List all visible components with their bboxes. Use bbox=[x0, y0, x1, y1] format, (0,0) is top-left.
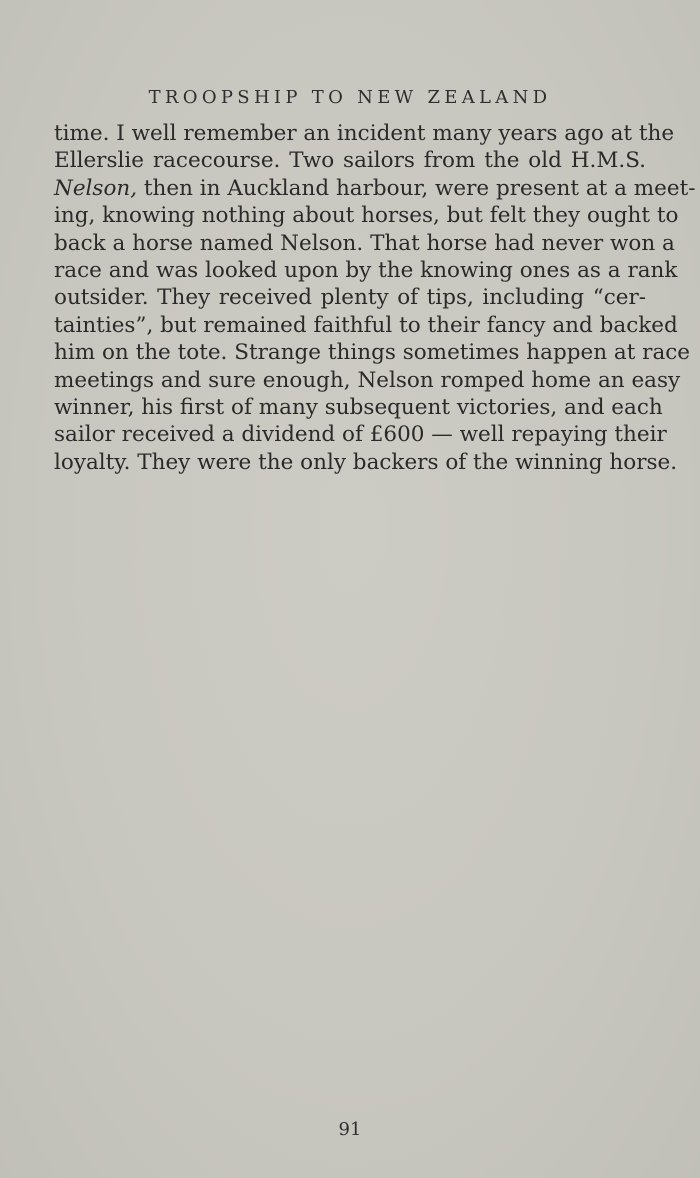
text-line: Ellerslie racecourse. Two sailors from the old H.M.S. bbox=[54, 148, 646, 174]
running-head: TROOPSHIP TO NEW ZEALAND bbox=[148, 87, 552, 108]
text-line-last: loyalty. They were the only backers of the winning horse. bbox=[54, 449, 678, 475]
text-line: sailor received a dividend of £600 — well repaying their bbox=[54, 422, 667, 448]
text-line: him on the tote. Strange things sometimes happen at race bbox=[54, 340, 691, 366]
text-line: ing, knowing nothing about horses, but felt they ought to bbox=[54, 203, 679, 229]
text-line-rest: then in Auckland harbour, were present at a meet- bbox=[137, 175, 696, 201]
text-line: outsider. They received plenty of tips, including “cer- bbox=[54, 285, 646, 311]
page-number: 91 bbox=[338, 1119, 362, 1140]
text-line: winner, his first of many subsequent victories, and each bbox=[54, 394, 663, 420]
text-line: tainties”, but remained faithful to their fancy and backed bbox=[54, 312, 678, 338]
text-line: time. I well remember an incident many years ago at the bbox=[54, 121, 675, 146]
text-line bbox=[54, 175, 696, 202]
body-paragraph bbox=[54, 120, 696, 476]
italic-ship-name: Nelson, bbox=[54, 175, 138, 201]
text-line: race and was looked upon by the knowing ones as a rank bbox=[54, 257, 678, 283]
text-line: back a horse named Nelson. That horse had never won a bbox=[54, 230, 675, 256]
text-line: meetings and sure enough, Nelson romped home an easy bbox=[54, 367, 681, 393]
